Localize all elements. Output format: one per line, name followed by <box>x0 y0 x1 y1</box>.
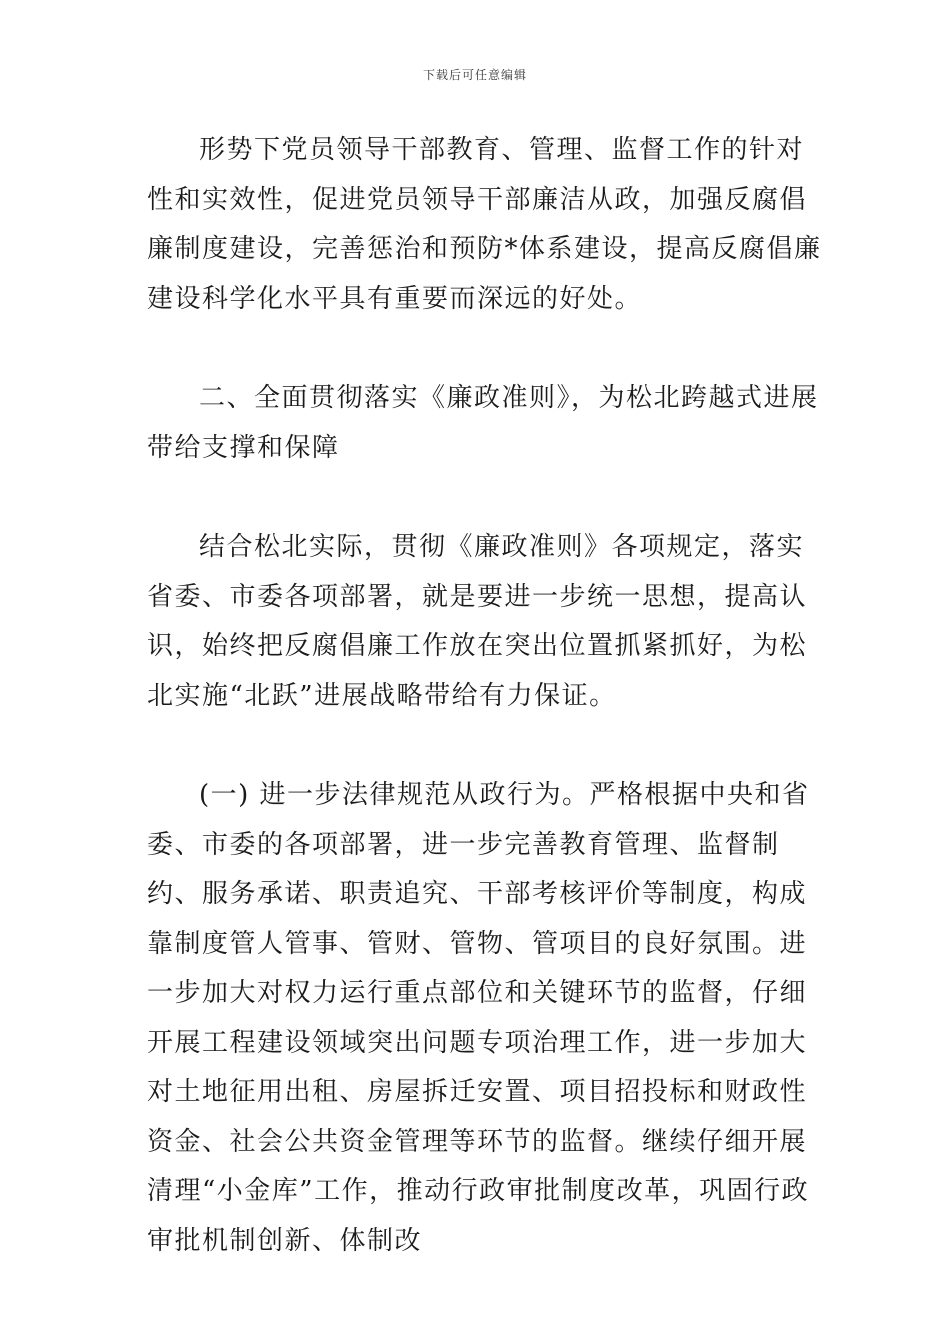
paragraph-gap <box>147 721 822 771</box>
paragraph-subsection-one: (一) 进一步法律规范从政行为。严格根据中央和省委、市委的各项部署，进一步完善教育管理、监督制约、服务承诺、职责追究、干部考核评价等制度，构成靠制度管人管事、管财、管物、管项目的良好氛围。进一步加大对权力运行重点部位和关键环节的监督，仔细开展工程建设领域突出问题专项治理工作，进一步加大对土地征用出租、房屋拆迁安置、项目招投标和财政性资金、社会公共资金管理等环节的监督。继续仔细开展清理“小金库”工作，推动行政审批制度改革，巩固行政审批机制创新、体制改 <box>147 780 810 1256</box>
page-header-note: 下载后可任意编辑 <box>422 68 527 82</box>
document-body <box>147 126 822 1266</box>
paragraph-intro-continuation: 形势下党员领导干部教育、管理、监督工作的针对性和实效性，促进党员领导干部廉洁从政，加强反腐倡廉制度建设，完善惩治和预防*体系建设，提高反腐倡廉建设科学化水平具有重要而深远的好处。 <box>147 135 822 314</box>
paragraph-gap <box>147 324 822 374</box>
paragraph-implementation: 结合松北实际，贯彻《廉政准则》各项规定，落实省委、市委各项部署，就是要进一步统一思想，提高认识，始终把反腐倡廉工作放在突出位置抓紧抓好，为松北实施“北跃”进展战略带给有力保证。 <box>147 532 808 711</box>
paragraph-gap <box>147 473 822 523</box>
section-heading-two: 二、全面贯彻落实《廉政准则》，为松北跨越式进展带给支撑和保障 <box>147 383 819 463</box>
